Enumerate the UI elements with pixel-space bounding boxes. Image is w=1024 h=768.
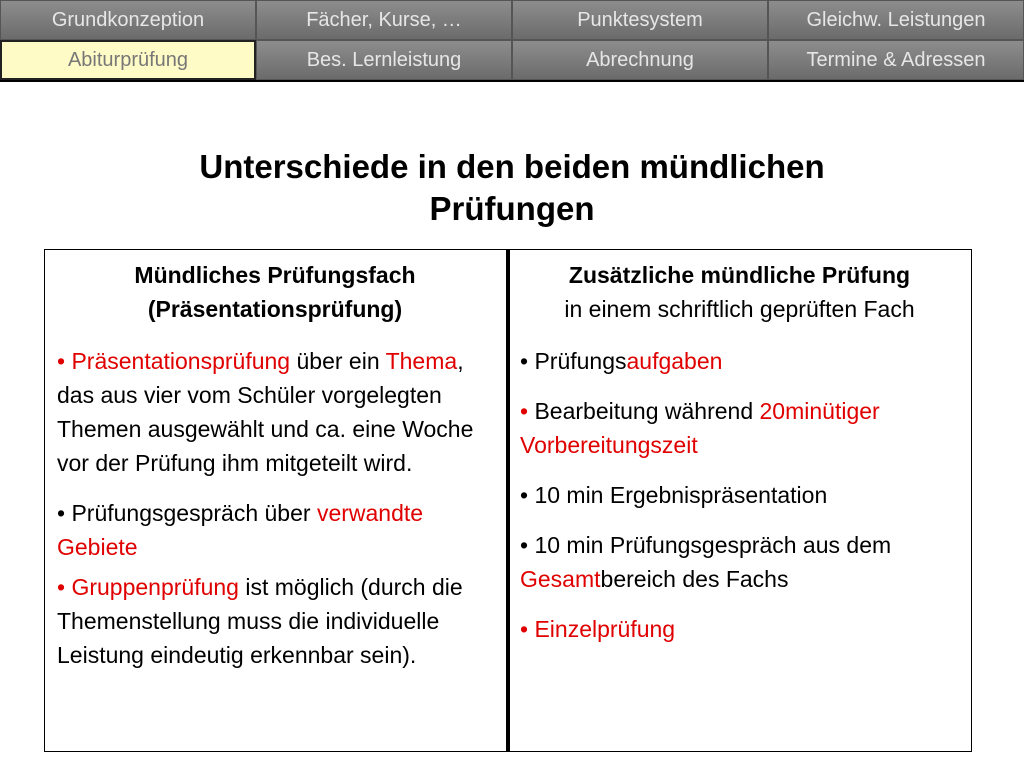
comparison-table <box>44 249 972 752</box>
right-column-header <box>520 258 959 326</box>
left-column <box>45 250 507 751</box>
left-item-pruefungsgespraech: • Prüfungsgespräch über verwandte Gebiete <box>57 500 424 560</box>
right-item-ergebnispraesentation: • 10 min Ergebnispräsentation <box>520 482 828 508</box>
page-title-line1: Unterschiede in den beiden mündlichen <box>199 148 825 185</box>
nav-tab-abiturpruefung[interactable]: Abiturprüfung <box>0 40 256 80</box>
left-item-praesentation: • Präsentationsprüfung über ein Thema, das aus vier vom Schüler vorgelegten Themen ausgewählt und ca. eine Woche vor der Prüfung ihm mitgeteilt wird. <box>57 348 474 476</box>
nav-tab-punktesystem[interactable]: Punktesystem <box>512 0 768 40</box>
page-title <box>0 146 1024 230</box>
right-header-subtitle: in einem schriftlich geprüften Fach <box>564 296 915 322</box>
left-header-subtitle: (Präsentationsprüfung) <box>147 296 403 322</box>
right-item-einzelpruefung: • Einzelprüfung <box>520 616 676 642</box>
bullet-red: • <box>57 348 72 374</box>
nav-tab-faecher-kurse[interactable]: Fächer, Kurse, … <box>256 0 512 40</box>
nav-grid <box>0 0 1024 82</box>
right-item-bearbeitung: • Bearbeitung während 20minütiger Vorbereitungszeit <box>520 398 880 458</box>
right-header-title: Zusätzliche mündliche Prüfung <box>568 262 911 288</box>
page-title-line2: Prüfungen <box>429 190 595 227</box>
nav-tab-bes-lernleistung[interactable]: Bes. Lernleistung <box>256 40 512 80</box>
bullet-red: • <box>520 616 535 642</box>
left-column-header <box>57 258 493 326</box>
nav-tab-gleichw-leistungen[interactable]: Gleichw. Leistungen <box>768 0 1024 40</box>
right-item-aufgaben: • Prüfungsaufgaben <box>520 348 723 374</box>
nav-tab-abrechnung[interactable]: Abrechnung <box>512 40 768 80</box>
right-column <box>510 250 971 751</box>
left-header-title: Mündliches Prüfungsfach <box>134 262 416 288</box>
nav-tab-grundkonzeption[interactable]: Grundkonzeption <box>0 0 256 40</box>
right-item-pruefungsgespraech: • 10 min Prüfungsgespräch aus dem Gesamtbereich des Fachs <box>520 532 892 592</box>
bullet-red: • <box>520 398 535 424</box>
left-item-gruppenpruefung: • Gruppenprüfung ist möglich (durch die Themenstellung muss die individuelle Leistung eindeutig erkennbar sein). <box>57 574 463 668</box>
nav-tab-termine-adressen[interactable]: Termine & Adressen <box>768 40 1024 80</box>
bullet-red: • <box>57 574 72 600</box>
